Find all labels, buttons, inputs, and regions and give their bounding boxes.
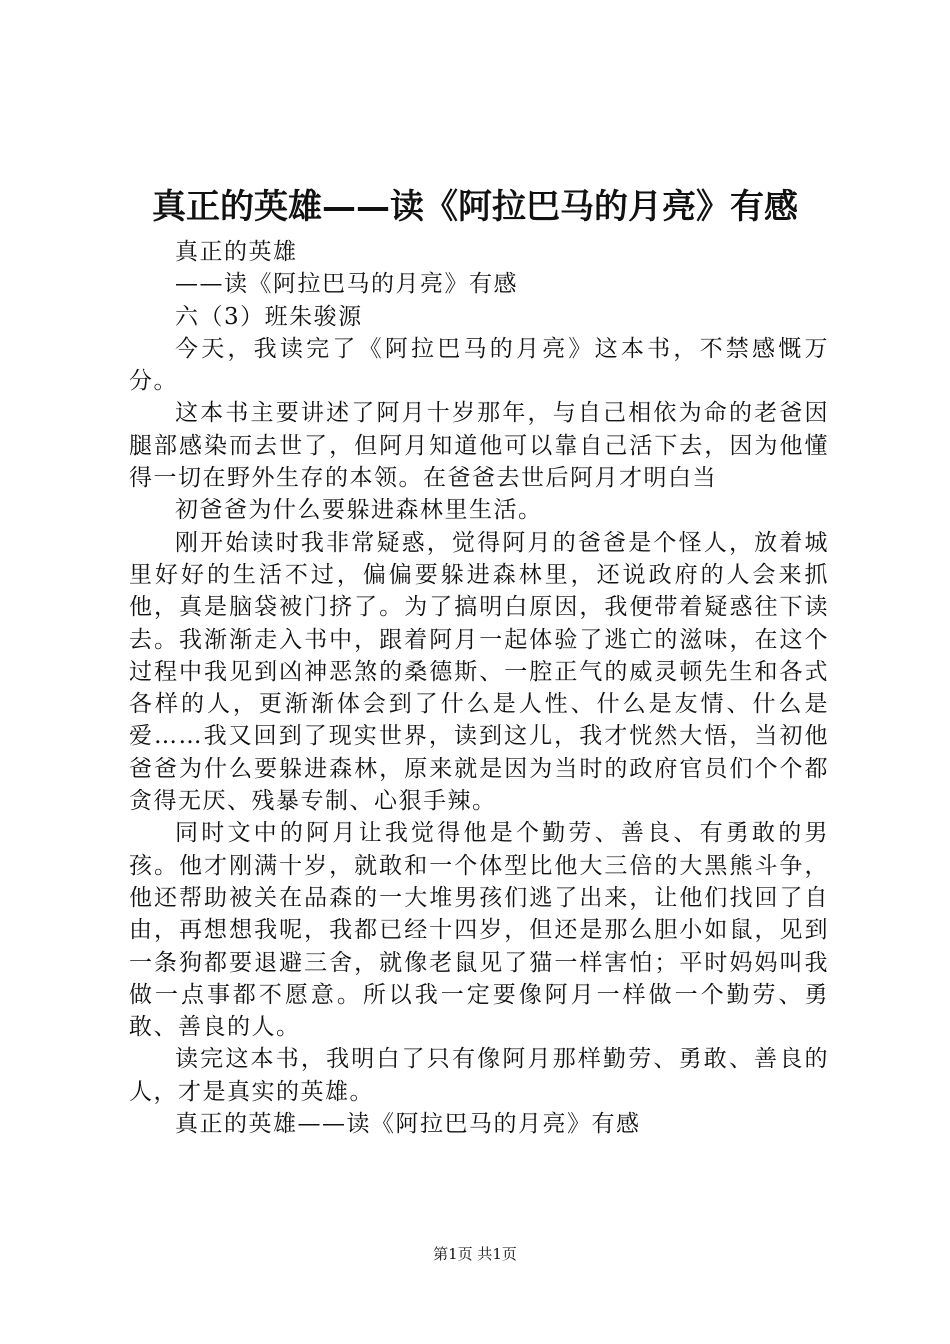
page-footer: 第1页 共1页 bbox=[433, 1245, 517, 1263]
paragraph-text: 初爸爸为什么要躲进森林里生活。 bbox=[175, 497, 543, 524]
paragraph-subtitle: 真正的英雄 bbox=[175, 239, 298, 265]
paragraph-author: 六（3）班朱骏源 bbox=[175, 303, 363, 330]
paragraph-text: 这本书主要讲述了阿月十岁那年，与自己相依为命的老爸因腿部感染而去世了，但阿月知道他可以靠自己活下去，因为他懂得一切在野外生存的本领。在爸爸去世后阿月才明白当 bbox=[129, 400, 829, 492]
paragraph-text: 读完这本书，我明白了只有像阿月那样勤劳、勇敢、善良的人，才是真实的英雄。 bbox=[129, 1046, 829, 1105]
paragraph-text: 刚开始读时我非常疑惑，觉得阿月的爸爸是个怪人，放着城里好好的生活不过，偏偏要躲进森林里，还说政府的人会来抓他，真是脑袋被门挤了。为了搞明白原因，我便带着疑惑往下读去。我渐渐走入书中，跟着阿月一起体验了逃亡的滋味，在这个过程中我见到凶神恶煞的桑德斯、一腔正气的威灵顿先生和各式各样的人，更渐渐体会到了什么是人性、什么是友情、什么是爱……我又回到了现实世界，读到这儿，我才恍然大悟，当初他爸爸为什么要躲进森林，原来就是因为当时的政府官员们个个都贪得无厌、残暴专制、心狠手辣。 bbox=[129, 529, 829, 815]
paragraph-closing-title: 真正的英雄——读《阿拉巴马的月亮》有感 bbox=[175, 1111, 641, 1138]
document-title: 真正的英雄——读《阿拉巴马的月亮》有感 bbox=[152, 187, 798, 227]
document-body bbox=[129, 236, 829, 1140]
paragraph-text: 同时文中的阿月让我觉得他是个勤劳、善良、有勇敢的男孩。他才刚满十岁，就敢和一个体型比他大三倍的大黑熊斗争，他还帮助被关在品森的一大堆男孩们逃了出来，让他们找回了自由，再想想我呢，我都已经十四岁，但还是那么胆小如鼠，见到一条狗都要退避三舍，就像老鼠见了猫一样害怕；平时妈妈叫我做一点事都不愿意。所以我一定要像阿月一样做一个勤劳、勇敢、善良的人。 bbox=[129, 820, 829, 1041]
paragraph-subtitle-2: ——读《阿拉巴马的月亮》有感 bbox=[175, 271, 518, 298]
paragraph-text: 今天，我读完了《阿拉巴马的月亮》这本书，不禁感慨万分。 bbox=[129, 335, 829, 395]
